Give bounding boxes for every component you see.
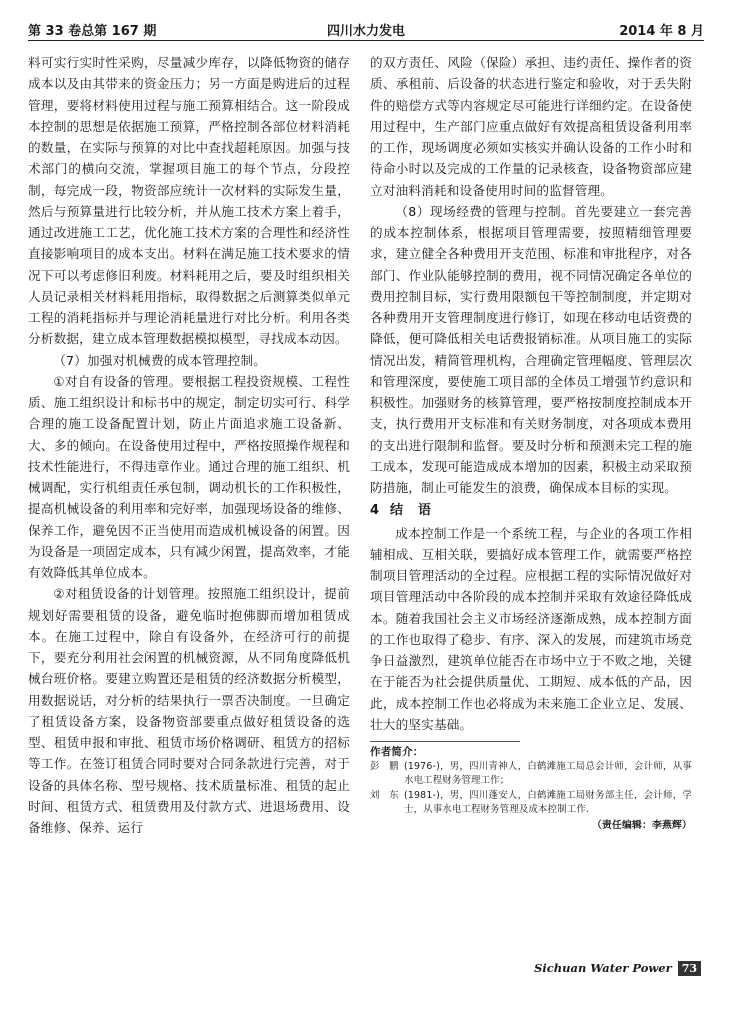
issue-date: 2014 年 8 月 — [619, 24, 704, 39]
right-column — [370, 52, 692, 833]
issue-info: 第 33 卷总第 167 期 — [28, 24, 157, 39]
section-number: 4 — [370, 503, 381, 519]
author-name: 刘 东 — [370, 789, 399, 801]
authors-divider — [370, 741, 520, 742]
author-bio: (1981-)，男，四川蓬安人，白鹤滩施工局财务部主任，会计师，学士，从事水电工程财务管理及成本控制工作． — [404, 789, 692, 815]
page-number: 73 — [678, 961, 701, 976]
running-footer — [534, 961, 701, 976]
section-heading — [370, 500, 692, 521]
paragraph: 料可实行实时性采购，尽量减少库存，以降低物资的储存成本以及由其带来的资金压力；另一方面是购进后的过程管理，要将材料使用过程与施工预算相结合。这一阶段成本控制的思想是依据施工预算，严格控制各部位材料消耗的数量，在实际与预算的对比中查找超耗原因。加强与技术部门的横向交流，掌握项目施工的每个节点，分段控制，每完成一段，物资部应统计一次材料的实际发生量，然后与预算量进行比较分析，并从施工技术方案上着手，通过改进施工工艺，优化施工技术方案的合理性和经济性直接影响项目的成本支出。材料在满足施工技术要求的情况下可以考虑修旧利废。材料耗用之后，要及时组织相关人员记录相关材料耗用指标，取得数据之后测算类似单元工程的消耗指标并与理论消耗量进行对比分析。利用各类分析数据，建立成本管理数据模拟模型，寻找成本动因。 — [28, 55, 350, 347]
author-entry — [370, 760, 692, 789]
left-column — [28, 52, 350, 838]
author-bio: (1976-)，男，四川青神人，白鹤滩施工局总会计师，会计师，从事水电工程财务管理工作； — [404, 760, 692, 786]
paragraph: （8）现场经费的管理与控制。首先要建立一套完善的成本控制体系，根据项目管理需要，按照精细管理要求，建立健全各种费用开支范围、标准和审批程序，对各部门、作业队能够控制的费用，视不同情况确定各单位的费用控制目标，实行费用限额包干等控制制度，并定期对各种费用开支管理制度进行修订，如现在移动电话资费的降低，便可降低相关电话费报销标准。从项目施工的实际情况出发，精简管理机构，合理确定管理幅度、管理层次和管理深度，要使施工项目部的全体员工增强节约意识和积极性。加强财务的核算管理，要严格按制度控制成本开支，执行费用开支标准和有关财务制度，对各项成本费用的支出进行限制和监督。要及时分析和预测未完工程的施工成本，发现可能造成成本增加的因素，积极主动采取预防措施，制止可能发生的浪费，确保成本目标的实现。 — [370, 203, 692, 495]
author-entry — [370, 789, 692, 818]
paragraph: ①对自有设备的管理。要根据工程投资规模、工程性质、施工组织设计和标书中的规定，制定切实可行、科学合理的施工设备配置计划，防止片面追求施工设备新、大、多的倾向。在设备使用过程中，严格按照操作规程和技术性能进行，不得违章作业。通过合理的施工组织、机械调配，实行机组责任承包制，调动机长的工作积极性，提高机械设备的利用率和完好率，加强现场设备的维修、保养工作，避免因不正当使用而造成机械设备的闲置。因为设备是一项固定成本，只有减少闲置，提高效率，才能有效降低其单位成本。 — [28, 373, 350, 580]
journal-name: 四川水力发电 — [326, 24, 405, 39]
author-notes — [370, 745, 692, 833]
journal-english-name: Sichuan Water Power — [534, 961, 672, 975]
paragraph: 成本控制工作是一个系统工程，与企业的各项工作相辅相成、互相关联，要搞好成本管理工作，就需要严格控制项目管理活动的全过程。应根据工程的实际情况做好对项目管理活动中各阶段的成本控制并采取有效途径降低成本。随着我国社会主义市场经济逐渐成熟，成本控制方面的工作也取得了稳步、有序、深入的发展，而建筑市场竞争日益激烈，建筑单位能否在市场中立于不败之地，关键在于能否为社会提供质量优、工期短、成本低的产品，因此，成本控制工作也必将成为未来施工企业立足、发展、壮大的坚实基础。 — [370, 525, 692, 732]
section-title: 结 语 — [390, 503, 433, 519]
paragraph: 的双方责任、风险（保险）承担、违约责任、操作者的资质、承租前、后设备的状态进行鉴定和验收，对于丢失附件的赔偿方式等内容规定尽可能进行详细约定。在设备使用过程中，生产部门应重点做好有效提高租赁设备利用率的工作，现场调度必须如实核实并确认设备的工作小时和待命小时以及完成的工作量的记录核查，设备物资部应建立对油料消耗和设备使用时间的监督管理。 — [370, 55, 692, 198]
author-notes-title: 作者简介： — [370, 746, 424, 758]
author-name: 彭 鹏 — [370, 760, 399, 772]
responsible-editor: （责任编辑：李燕辉） — [592, 819, 692, 831]
paragraph: ②对租赁设备的计划管理。按照施工组织设计，提前规划好需要租赁的设备，避免临时抱佛脚而增加租赁成本。在施工过程中，除自有设备外，在经济可行的前提下，要充分利用社会闲置的机械资源，从不同角度降低机械台班价格。要建立购置还是租赁的经济数据分析模型，用数据说话，对分析的结果执行一票否决制度。一旦确定了租赁设备方案，设备物资部要重点做好租赁设备的选型、租赁申报和审批、租赁市场价格调研、租赁方的招标等工作。在签订租赁合同时要对合同条款进行完善，对于设备的具体名称、型号规格、技术质量标准、租赁的起止时间、租赁方式、租赁费用及付款方式、进退场费用、设备维修、保养、运行 — [28, 586, 350, 835]
paragraph: （7）加强对机械费的成本管理控制。 — [53, 352, 267, 368]
running-header — [28, 20, 704, 41]
